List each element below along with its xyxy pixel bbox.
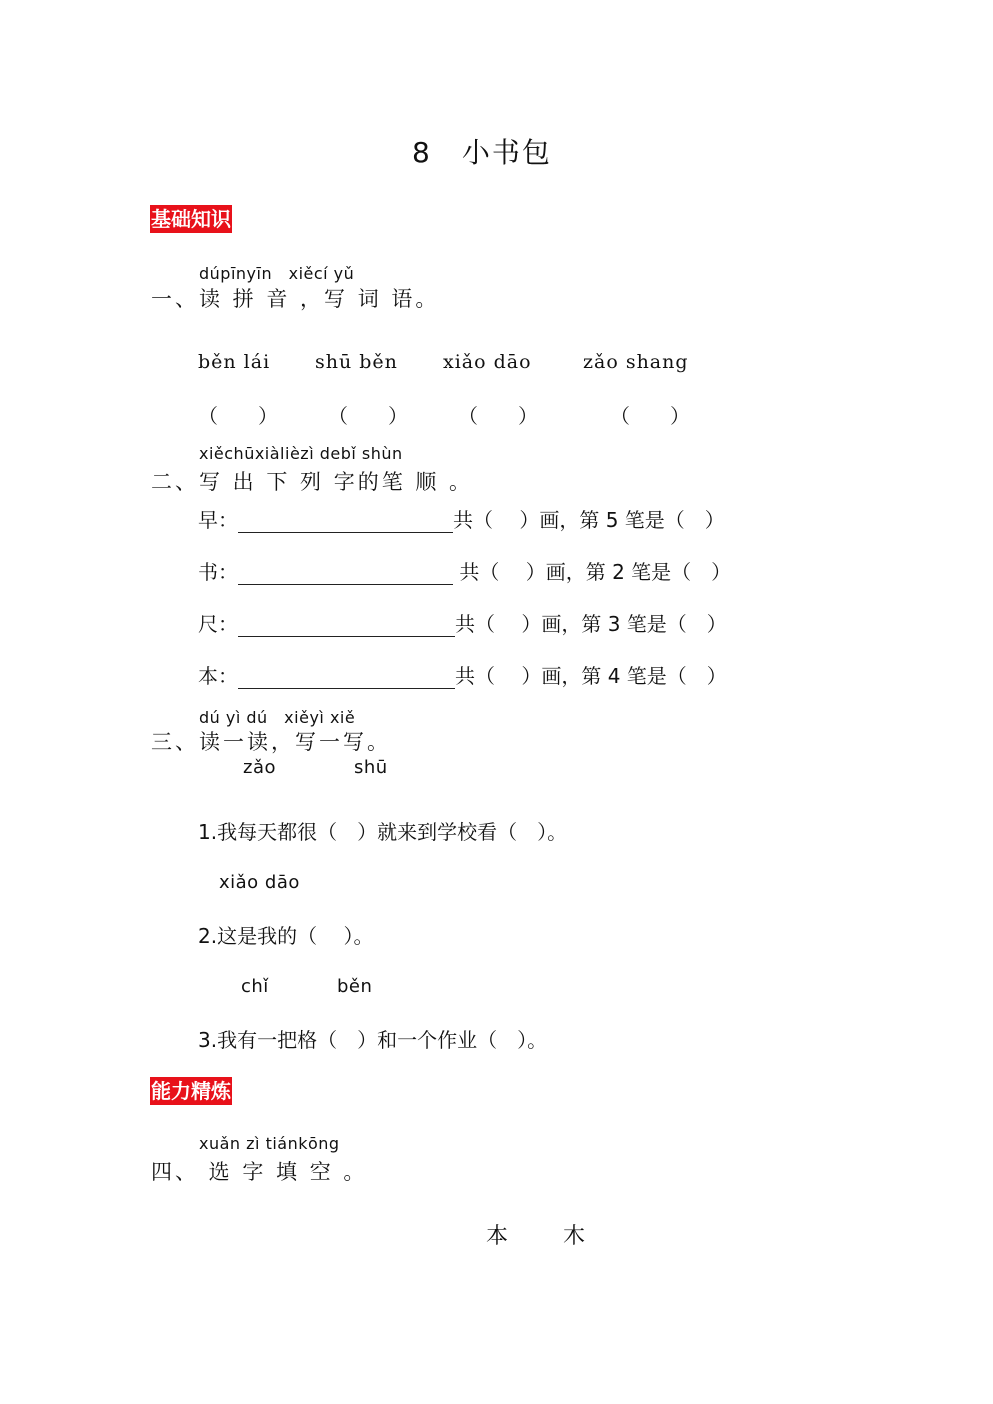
q2-row-4	[198, 660, 727, 689]
q1-blank-2[interactable]: （ ）	[328, 404, 408, 428]
q2-char: 书：	[198, 560, 238, 584]
q3-hint-xiaodao: xiǎo dāo	[219, 872, 300, 893]
q1-word-3: xiǎo dāo	[443, 351, 532, 373]
stroke-order-line[interactable]	[238, 612, 455, 637]
section-tag-ability: 能力精炼	[151, 1079, 231, 1103]
q1-word-1: běn lái	[198, 351, 271, 373]
q1-blank-4[interactable]: （ ）	[610, 404, 690, 428]
q1-word-2: shū běn	[315, 351, 398, 373]
q3-heading: 三、读一读，写一写。	[151, 730, 391, 754]
q3-hint-chi: chǐ	[241, 976, 269, 997]
q3-hint-shu: shū	[354, 757, 388, 778]
q2-nth: 第 3 笔是（ ）	[581, 612, 727, 636]
q4-choices: 本 木	[486, 1224, 609, 1249]
q2-row-1	[198, 504, 725, 533]
q2-pinyin: xiěchūxiàlièzì debǐ shùn	[199, 444, 403, 463]
q2-nth: 第 4 笔是（ ）	[581, 664, 727, 688]
q1-blank-3[interactable]: （ ）	[458, 404, 538, 428]
q1-blank-1[interactable]: （ ）	[198, 404, 278, 428]
stroke-order-line[interactable]	[238, 508, 453, 533]
q2-heading: 二、写 出 下 列 字的笔 顺 。	[151, 470, 474, 494]
q3-hint-ben: běn	[337, 976, 373, 997]
q3-sentence-1: 1.我每天都很（ ）就来到学校看（ ）。	[198, 820, 568, 844]
q2-nth: 第 5 笔是（ ）	[579, 508, 725, 532]
q3-sentence-3: 3.我有一把格（ ）和一个作业（ ）。	[198, 1028, 548, 1052]
q1-heading: 一、读 拼 音 ，写 词 语。	[151, 287, 440, 311]
q2-total: 共（ ）画，	[459, 560, 586, 584]
page-title: 8 小书包	[412, 136, 552, 169]
q2-char: 本：	[198, 664, 238, 688]
q4-heading: 四、 选 字 填 空 。	[151, 1160, 368, 1184]
q2-char: 尺：	[198, 612, 238, 636]
q4-pinyin: xuǎn zì tiánkōng	[199, 1134, 340, 1153]
stroke-order-line[interactable]	[238, 664, 455, 689]
q2-row-2	[198, 556, 731, 585]
q1-word-4: zǎo shang	[583, 351, 689, 373]
q2-char: 早：	[198, 508, 238, 532]
q2-row-3	[198, 608, 727, 637]
q3-hint-zao: zǎo	[243, 757, 276, 778]
q2-total: 共（ ）画，	[453, 508, 580, 532]
q1-pinyin: dúpīnyīn xiěcí yǔ	[199, 264, 355, 283]
section-tag-basic: 基础知识	[151, 207, 231, 231]
q3-pinyin: dú yì dú xiěyì xiě	[199, 708, 356, 727]
q3-sentence-2: 2.这是我的（ ）。	[198, 924, 374, 948]
stroke-order-line[interactable]	[238, 560, 453, 585]
q2-total: 共（ ）画，	[455, 664, 582, 688]
q2-nth: 第 2 笔是（ ）	[585, 560, 732, 584]
q2-total: 共（ ）画，	[455, 612, 582, 636]
